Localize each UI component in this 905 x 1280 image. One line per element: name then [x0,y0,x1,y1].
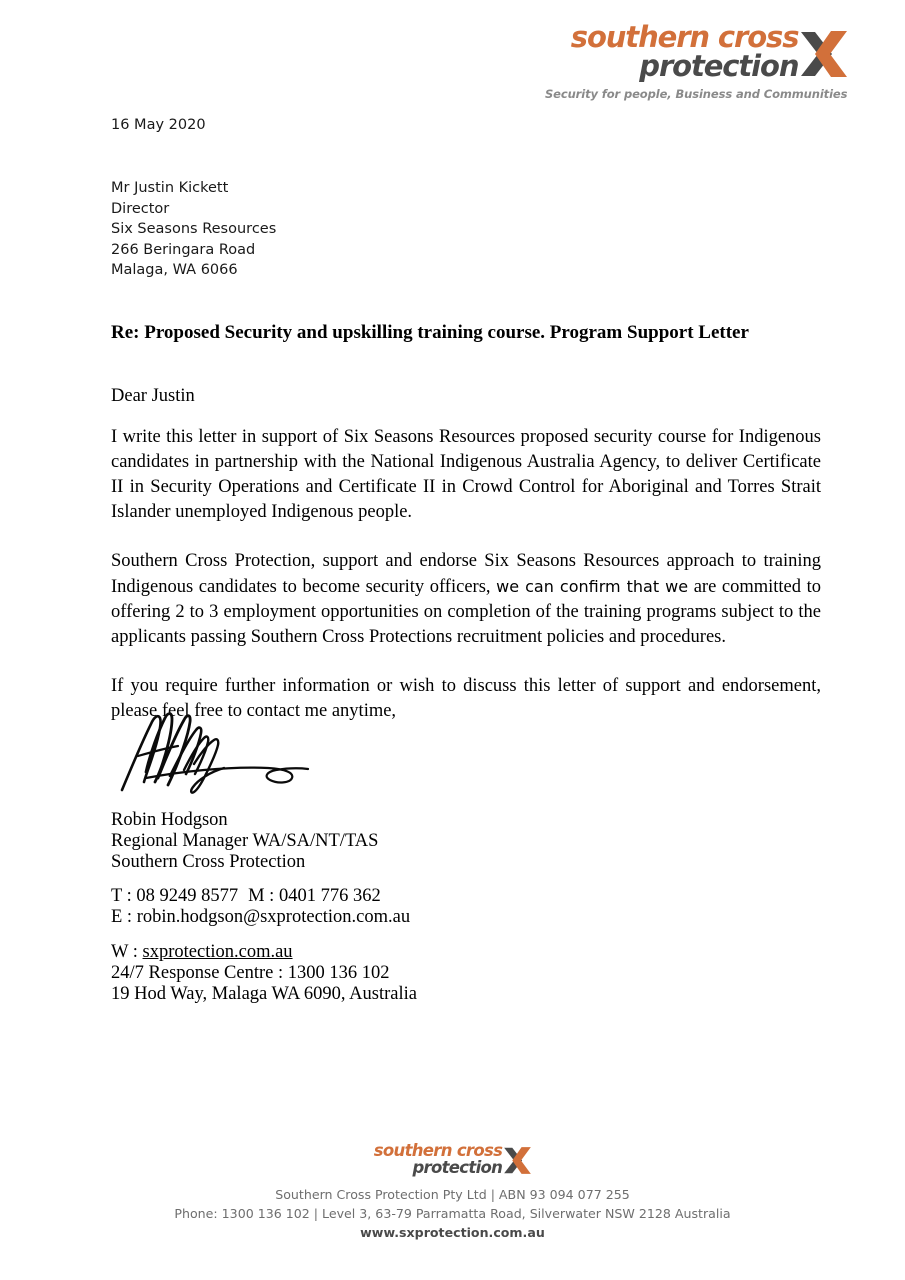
signer-role: Regional Manager WA/SA/NT/TAS [111,830,379,851]
signer-website-link[interactable]: sxprotection.com.au [142,941,293,962]
handwritten-signature [118,706,318,798]
footer-logo-wordmark [374,1143,502,1175]
logo-tagline: Security for people, Business and Communities [545,87,848,102]
recipient-company: Six Seasons Resources [111,221,277,237]
recipient-name: Mr Justin Kickett [111,180,229,196]
body-paragraph-1: I write this letter in support of Six Seasons Resources proposed security course for Indigenous candidates in partnership with the National Indigenous Australia Agency, to deliver Certificate II in Security Operations and Certificate II in Crowd Control for Aboriginal and Torres Strait Islander unemployed Indigenous people. [111,427,821,522]
signer-mobile: M : 0401 776 362 [248,886,381,907]
signer-web-line [111,942,417,963]
logo-lockup [545,20,848,102]
page-footer [0,1143,905,1242]
logo-word-southern-cross: southern cross [570,20,799,54]
signer-web-block [111,942,417,1004]
signoff-block [111,810,417,1004]
body-paragraph-3: If you require further information or wish to discuss this letter of support and endorsement, please feel free to contact me anytime, [111,676,821,721]
response-centre: 24/7 Response Centre : 1300 136 102 [111,962,390,983]
salutation: Dear Justin [111,386,195,406]
signer-contact [111,886,417,928]
signer-company: Southern Cross Protection [111,851,306,872]
body-paragraph-2 [111,549,821,650]
company-logo-footer [374,1143,531,1175]
signer-name: Robin Hodgson [111,810,228,830]
x-mark-icon [504,1146,531,1175]
footer-company-details [0,1185,905,1242]
signer-address: 19 Hod Way, Malaga WA 6090, Australia [111,983,417,1004]
subject-line: Re: Proposed Security and upskilling training course. Program Support Letter [111,322,749,343]
footer-line-abn: Southern Cross Protection Pty Ltd | ABN 93 094 077 255 [275,1187,630,1203]
body-paragraph-2-part-a: Southern Cross Protection, support and endorse Six Seasons Resources approach to training Indigenous candidates to become security officers, [111,551,821,597]
footer-website[interactable]: www.sxprotection.com.au [360,1225,545,1241]
signer-identity [111,810,417,872]
footer-logo-word-southern-cross: southern cross [373,1141,503,1160]
letter-body [111,425,821,724]
recipient-address-block [111,178,276,281]
logo-wordmark [570,20,799,83]
logo-word-protection: protection [639,48,799,83]
x-mark-icon [801,29,847,79]
letter-date: 16 May 2020 [111,117,206,133]
company-logo-header [545,20,848,103]
body-paragraph-2-part-b: are committed to offering 2 to 3 employment opportunities on completion of the training programs subject to the applicants passing Southern Cross Protections recruitment policies and procedures. [111,577,821,647]
recipient-street: 266 Beringara Road [111,241,256,258]
signer-email[interactable]: E : robin.hodgson@sxprotection.com.au [111,907,411,928]
footer-line-address: Phone: 1300 136 102 | Level 3, 63-79 Parramatta Road, Silverwater NSW 2128 Australia [174,1206,731,1222]
body-paragraph-2-emphasis: we can confirm that we [496,577,689,596]
footer-logo-word-protection: protection [412,1157,503,1177]
logo-wordmark-row [545,20,847,83]
signer-phone: T : 08 9249 8577 [111,886,239,907]
recipient-city-state-post: Malaga, WA 6066 [111,262,238,278]
recipient-title: Director [111,200,170,217]
signer-web-prefix: W : [111,941,143,962]
signer-phone-line [111,886,417,907]
